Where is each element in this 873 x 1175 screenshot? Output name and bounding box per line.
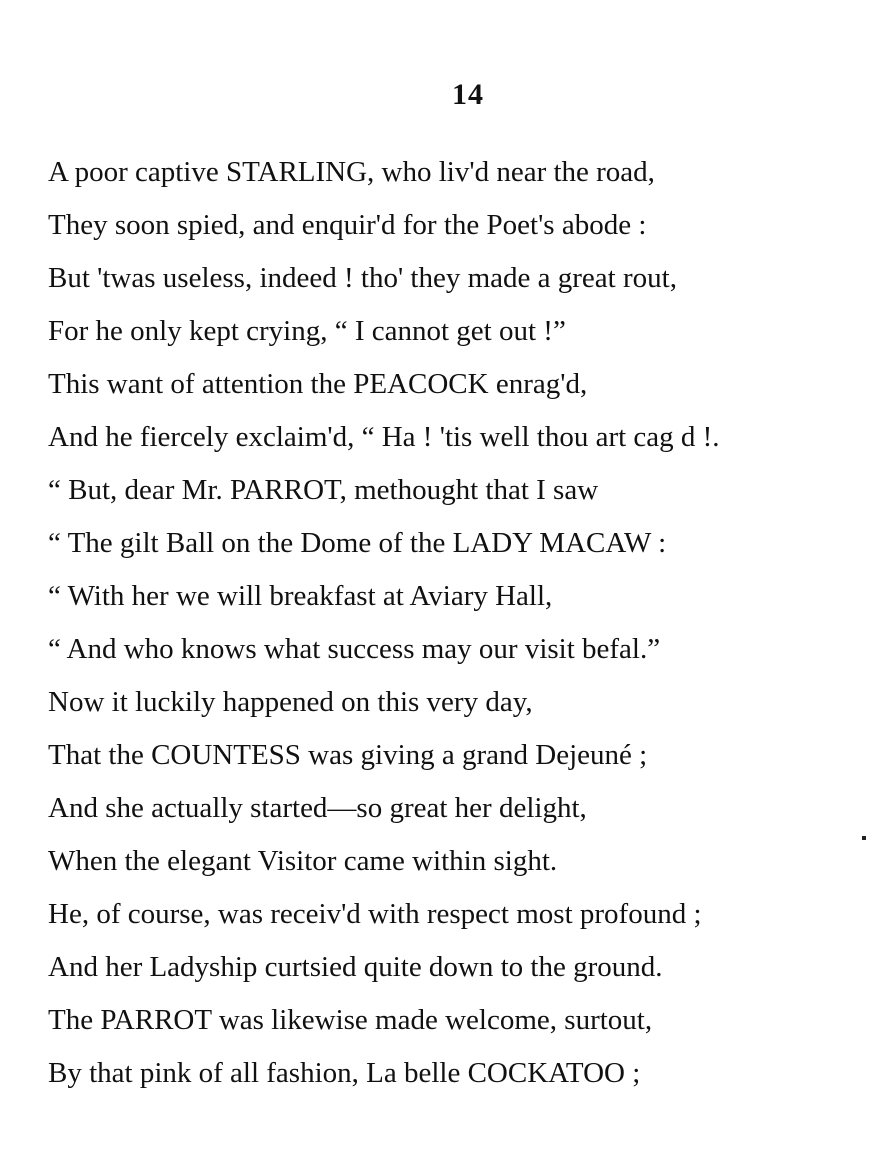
poem-line: “ With her we will breakfast at Aviary Hall, — [48, 580, 553, 612]
poem-line: For he only kept crying, “ I cannot get out !” — [48, 315, 566, 347]
poem-line: This want of attention the PEACOCK enrag'd, — [48, 368, 588, 400]
poem-line: And he fiercely exclaim'd, “ Ha ! 'tis well thou art cag d !. — [48, 421, 720, 453]
poem-line: A poor captive STARLING, who liv'd near the road, — [48, 156, 655, 188]
poem-line: They soon spied, and enquir'd for the Poet's abode : — [48, 209, 647, 241]
poem-text — [48, 146, 868, 1100]
poem-line: He, of course, was receiv'd with respect most profound ; — [48, 898, 702, 930]
poem-line: By that pink of all fashion, La belle COCKATOO ; — [48, 1057, 641, 1089]
print-speck — [862, 836, 866, 840]
poem-line: That the COUNTESS was giving a grand Dejeuné ; — [48, 739, 648, 771]
poem-line: “ The gilt Ball on the Dome of the LADY MACAW : — [48, 527, 667, 559]
poem-line: “ And who knows what success may our visit befal.” — [48, 633, 661, 665]
poem-line: And her Ladyship curtsied quite down to the ground. — [48, 951, 663, 983]
page-number: 14 — [452, 78, 484, 111]
poem-line: “ But, dear Mr. PARROT, methought that I saw — [48, 474, 599, 506]
poem-line: The PARROT was likewise made welcome, surtout, — [48, 1004, 653, 1036]
poem-line: Now it luckily happened on this very day, — [48, 686, 533, 718]
poem-line: When the elegant Visitor came within sight. — [48, 845, 558, 877]
poem-line: And she actually started—so great her delight, — [48, 792, 587, 824]
poem-line: But 'twas useless, indeed ! tho' they made a great rout, — [48, 262, 677, 294]
